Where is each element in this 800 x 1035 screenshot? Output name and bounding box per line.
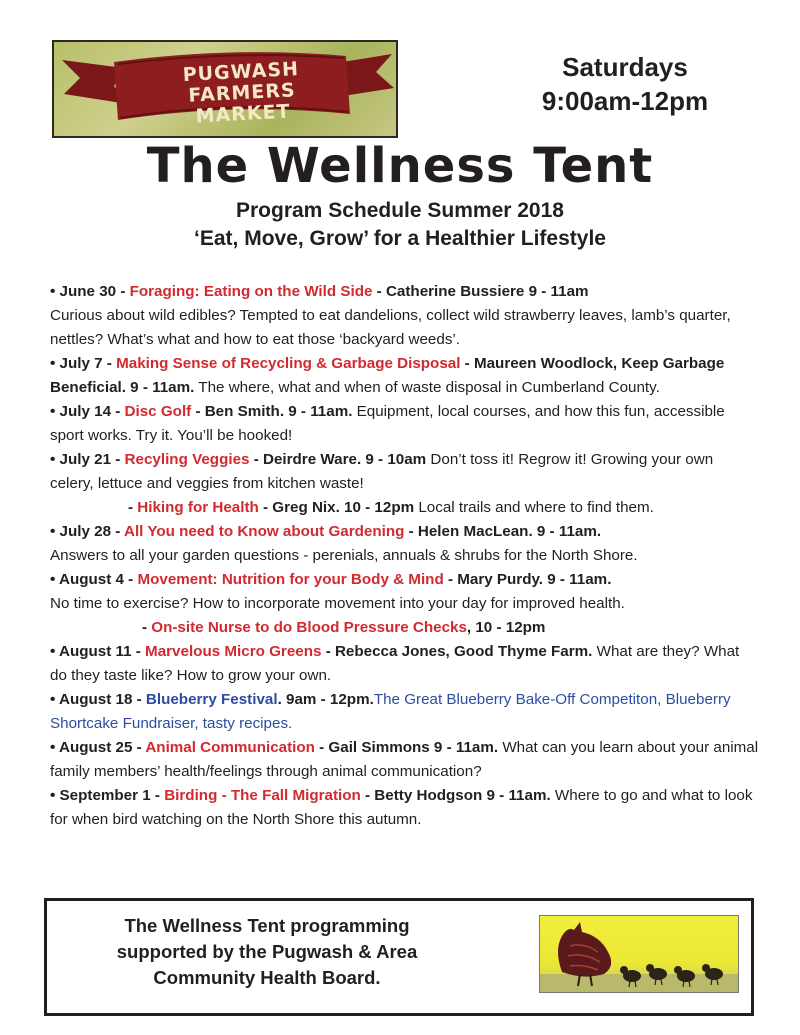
- event-presenter: , 10 - 12pm: [466, 619, 546, 636]
- item-date: • September 1 -: [50, 787, 165, 804]
- event-title: Marvelous Micro Greens: [145, 643, 322, 660]
- event-title: Foraging: Eating on the Wild Side: [129, 283, 373, 300]
- item-date: • August 25 -: [50, 739, 146, 756]
- event-description: Answers to all your garden questions - perenials, annuals & shrubs for the North Shore.: [50, 547, 638, 564]
- event-description: What can you learn about your animal family members’ health/feelings through animal communication?: [50, 739, 759, 780]
- item-date: • August 18 -: [50, 691, 146, 708]
- sponsor-line-3: Community Health Board.: [153, 967, 381, 988]
- subtitle-line-2: ‘Eat, Move, Grow’ for a Healthier Lifestyle: [194, 227, 606, 250]
- schedule-item-july-21-hiking: [50, 496, 760, 520]
- schedule-item-august-4-nurse: [50, 616, 760, 640]
- item-date: • August 4 -: [50, 571, 138, 588]
- logo-text: [150, 57, 333, 129]
- item-date: • July 21 -: [50, 451, 125, 468]
- event-title: Animal Communication: [145, 739, 315, 756]
- event-presenter: - Gail Simmons 9 - 11am.: [314, 739, 499, 756]
- event-presenter: - Catherine Bussiere 9 - 11am: [372, 283, 589, 300]
- logo-line-1: PUGWASH: [182, 58, 300, 87]
- sponsor-text: [97, 913, 437, 991]
- event-title: All You need to Know about Gardening: [123, 523, 405, 540]
- chicken-illustration: [539, 915, 739, 993]
- item-date: • June 30 -: [50, 283, 130, 300]
- event-presenter: . 9am - 12pm.: [277, 691, 374, 708]
- event-presenter: - Betty Hodgson 9 - 11am.: [360, 787, 551, 804]
- event-title: Disc Golf: [124, 403, 192, 420]
- schedule-item-august-18: [50, 688, 760, 736]
- logo-line-2: FARMERS MARKET: [187, 79, 297, 128]
- program-schedule: [50, 280, 760, 832]
- event-description: Local trails and where to find them.: [414, 499, 654, 516]
- event-presenter: - Ben Smith. 9 - 11am.: [191, 403, 353, 420]
- market-time: 9:00am-12pm: [541, 86, 709, 116]
- event-title: Birding - The Fall Migration: [164, 787, 361, 804]
- item-date: • July 14 -: [50, 403, 125, 420]
- event-title: Making Sense of Recycling & Garbage Disposal: [116, 355, 461, 372]
- event-presenter: - Rebecca Jones, Good Thyme Farm.: [321, 643, 593, 660]
- schedule-item-august-4: [50, 568, 760, 616]
- event-title: Hiking for Health: [137, 499, 259, 516]
- hen-and-chicks-icon: [540, 916, 739, 993]
- event-description: No time to exercise? How to incorporate movement into your day for improved health.: [50, 595, 625, 612]
- market-day: Saturdays: [562, 52, 688, 82]
- event-presenter: - Greg Nix. 10 - 12pm: [258, 499, 415, 516]
- item-date: • July 28 -: [50, 523, 124, 540]
- item-dash: -: [128, 499, 138, 516]
- schedule-item-august-11: [50, 640, 760, 688]
- event-description: Curious about wild edibles? Tempted to eat dandelions, collect wild strawberry leaves, lamb’s quarter, nettles? What’s what and how to eat those ‘backyard weeds’.: [50, 307, 731, 348]
- farmers-market-logo: [52, 40, 398, 138]
- event-description: What are they? What do they taste like? How to grow your own.: [50, 643, 740, 684]
- schedule-item-june-30: [50, 280, 760, 352]
- event-description: Don’t toss it! Regrow it! Growing your own celery, lettuce and veggies from kitchen waste!: [50, 451, 714, 492]
- sponsor-line-2: supported by the Pugwash & Area: [116, 941, 418, 962]
- schedule-item-august-25: [50, 736, 760, 784]
- sponsor-line-1: The Wellness Tent programming: [124, 915, 410, 936]
- item-dash: -: [142, 619, 152, 636]
- market-hours: [520, 50, 730, 118]
- event-description: Where to go and what to look for when bird watching on the North Shore this autumn.: [50, 787, 753, 828]
- event-title: Blueberry Festival: [145, 691, 278, 708]
- event-description: Equipment, local courses, and how this fun, accessible sport works. Try it. You’ll be hooked!: [50, 403, 725, 444]
- sponsor-box: [44, 898, 754, 1016]
- schedule-item-july-7: [50, 352, 760, 400]
- schedule-item-september-1: [50, 784, 760, 832]
- event-presenter: - Mary Purdy. 9 - 11am.: [443, 571, 612, 588]
- item-date: • July 7 -: [50, 355, 117, 372]
- subtitle-line-1: Program Schedule Summer 2018: [236, 199, 564, 222]
- event-description: The where, what and when of waste disposal in Cumberland County.: [194, 379, 660, 396]
- item-date: • August 11 -: [50, 643, 146, 660]
- schedule-item-july-14: [50, 400, 760, 448]
- schedule-item-july-28: [50, 520, 760, 568]
- event-title: Movement: Nutrition for your Body & Mind: [137, 571, 444, 588]
- event-presenter: - Helen MacLean. 9 - 11am.: [404, 523, 602, 540]
- event-title: Recyling Veggies: [124, 451, 250, 468]
- event-description: The Great Blueberry Bake-Off Competiton, Blueberry Shortcake Fundraiser, tasty recipes.: [50, 691, 731, 732]
- subtitle: [0, 197, 800, 253]
- event-title: On-site Nurse to do Blood Pressure Checks: [151, 619, 467, 636]
- event-presenter: - Maureen Woodlock, Keep Garbage Beneficial. 9 - 11am.: [50, 355, 725, 396]
- page-title: The Wellness Tent: [146, 138, 654, 194]
- event-presenter: - Deirdre Ware. 9 - 10am: [249, 451, 427, 468]
- schedule-item-july-21: [50, 448, 760, 496]
